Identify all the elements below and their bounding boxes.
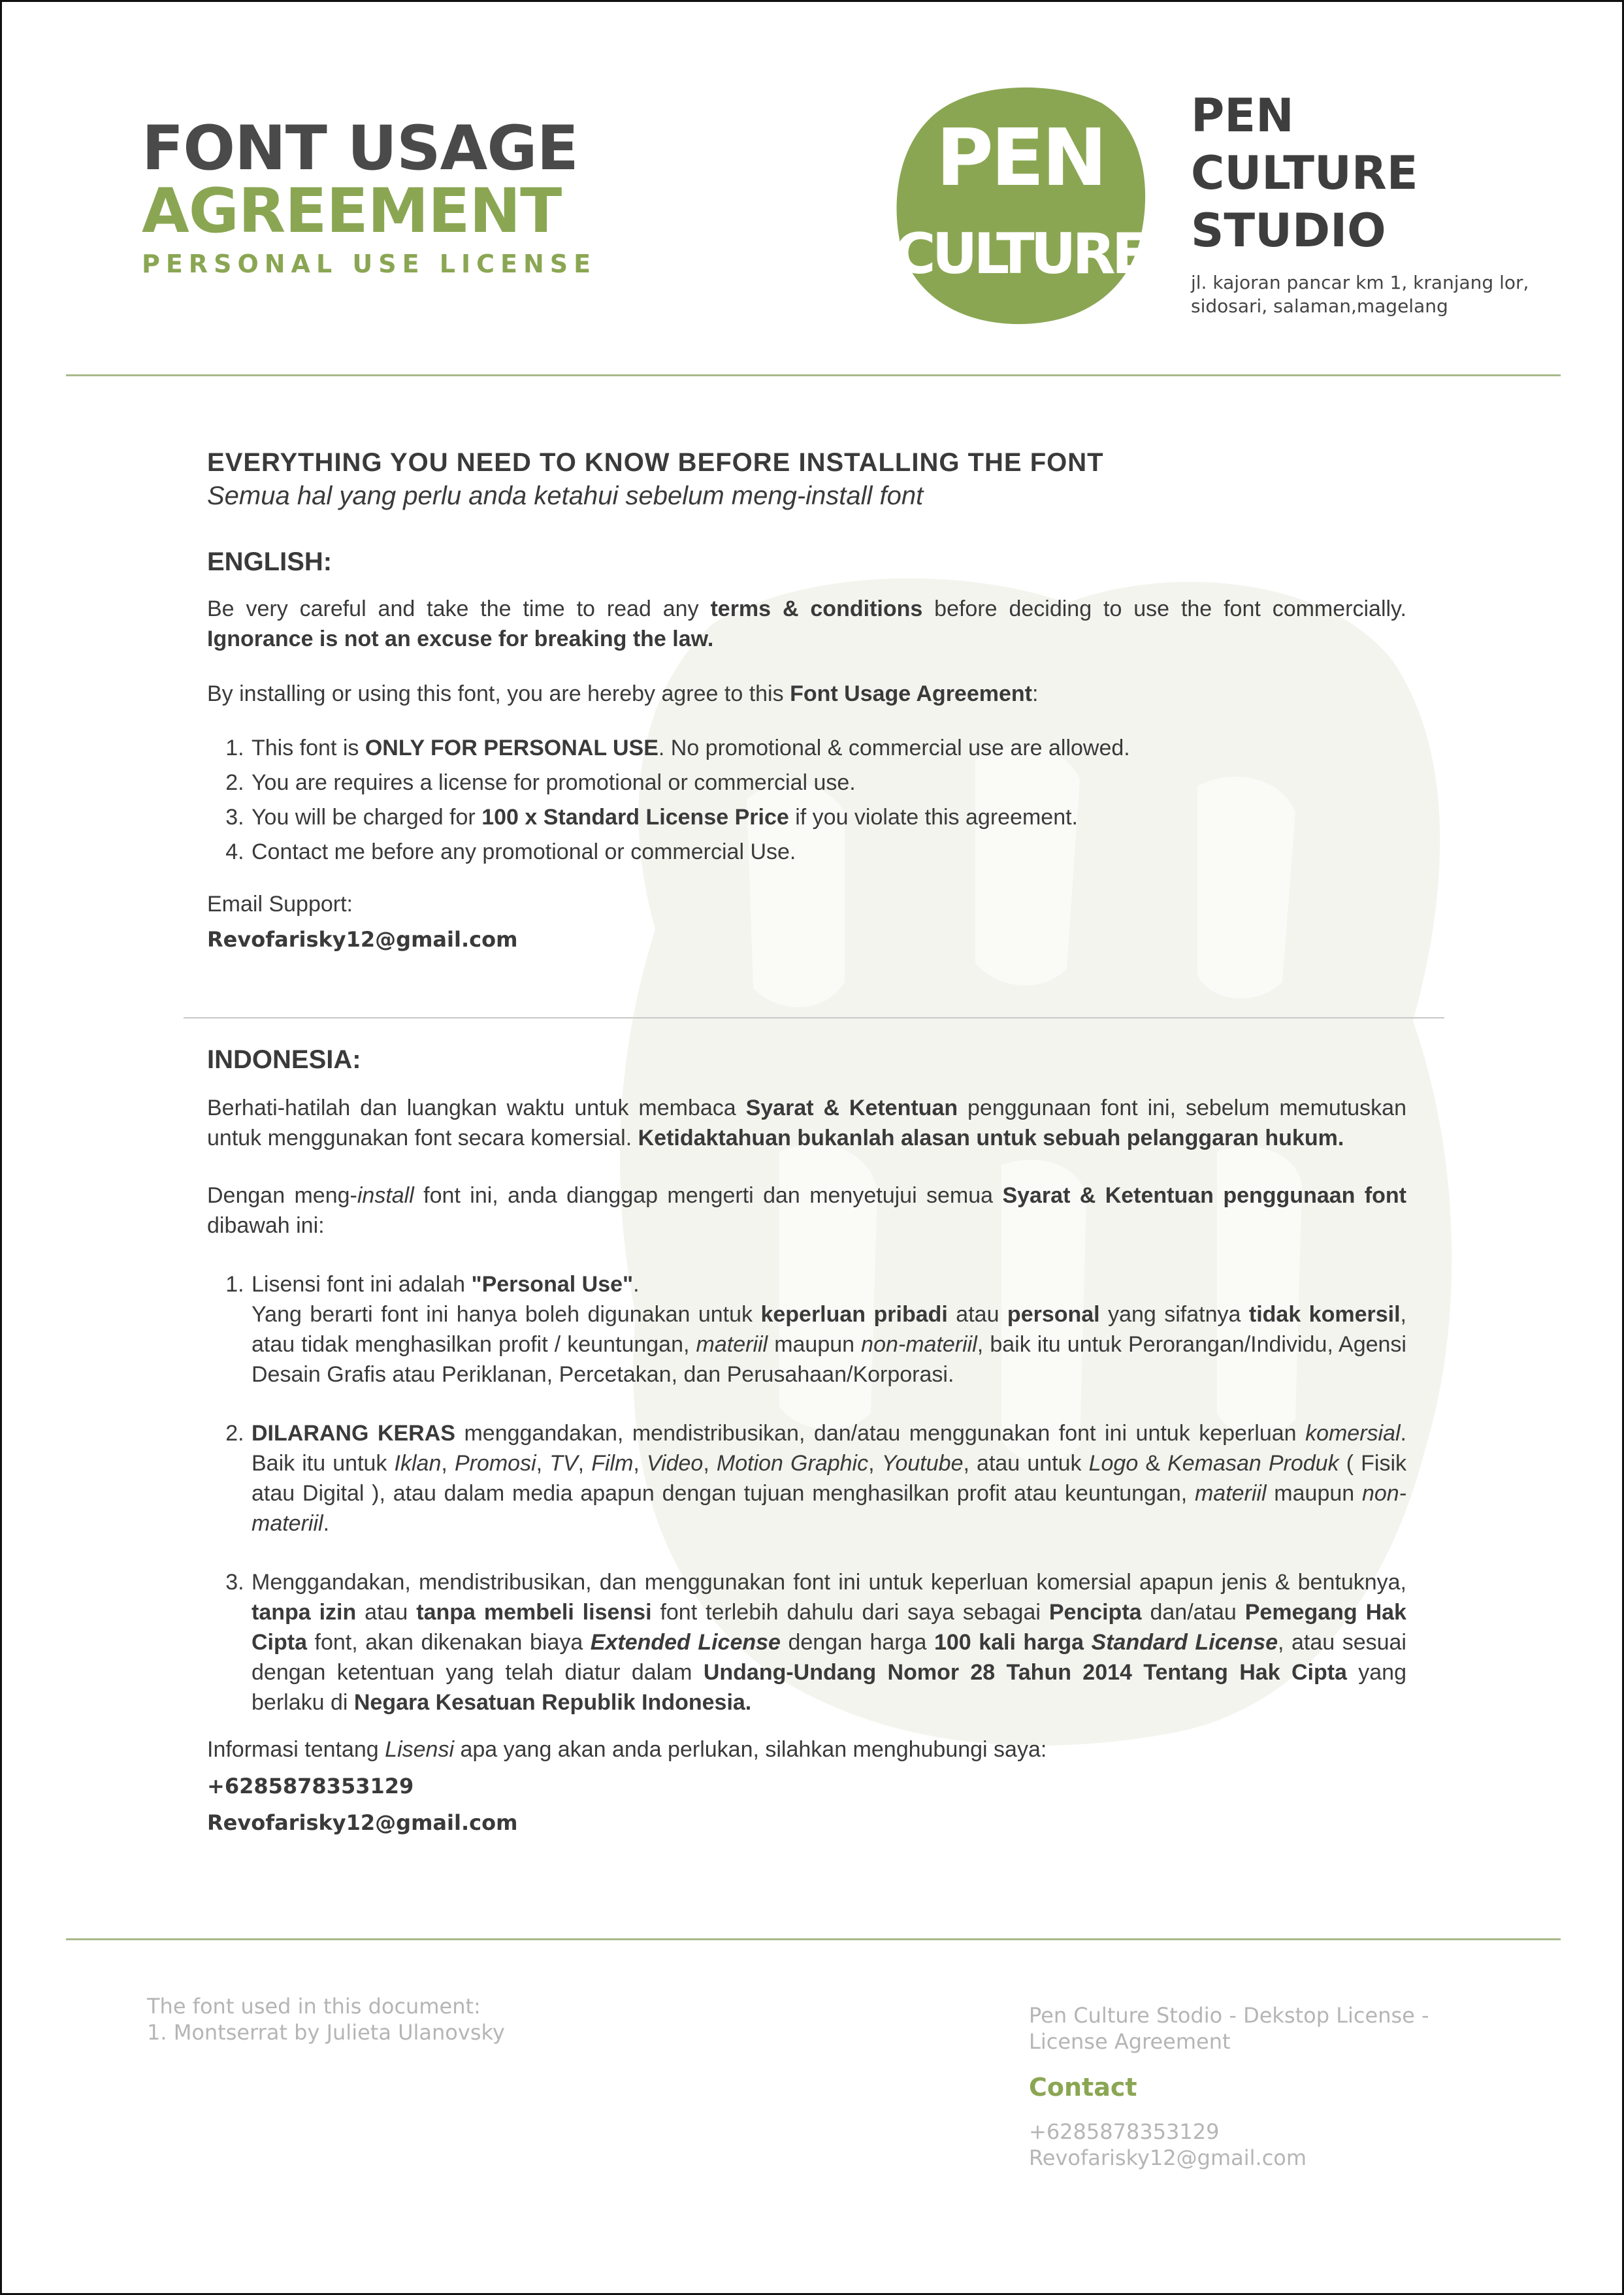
title-personal-use-license: PERSONAL USE LICENSE: [142, 250, 597, 278]
studio-name-line: STUDIO: [1191, 204, 1386, 257]
footer-email-link[interactable]: Revofarisky12@gmail.com: [1029, 2145, 1307, 2170]
title-agreement: AGREEMENT: [142, 176, 562, 247]
document-title: [142, 113, 599, 278]
address-line: jl. kajoran pancar km 1, kranjang lor,: [1191, 272, 1529, 293]
footer-font-note: [147, 1993, 505, 2045]
footer-phone[interactable]: +6285878353129: [1029, 2119, 1220, 2144]
list-item: 2. You are requires a license for promotional or commercial use.: [250, 766, 1406, 800]
studio-address: [1191, 271, 1557, 318]
header-divider: [66, 374, 1561, 376]
pen-culture-logo: [893, 77, 1148, 325]
footer-font-note-line: The font used in this document:: [147, 1994, 481, 2019]
footer-license-line: License Agreement: [1029, 2029, 1231, 2054]
list-item: 1. Lisensi font ini adalah "Personal Use". Yang berarti font ini hanya boleh digunakan untuk keperluan pribadi atau personal yang sifatnya tidak komersil, atau tidak menghasilkan profit / keuntungan, materiil maupun non-materiil, baik itu untuk Perorangan/Individu, Agensi Desain Grafis atau Periklanan, Percetakan, dan Perusahaan/Korporasi.: [250, 1269, 1406, 1390]
indonesia-email-link[interactable]: Revofarisky12@gmail.com: [207, 1810, 518, 1835]
indonesia-paragraph-1: Berhati-hatilah dan luangkan waktu untuk membaca Syarat & Ketentuan penggunaan font ini, sebelum memutuskan untuk menggunakan font secara komersial. Ketidaktahuan bukanlah alasan untuk sebuah pelanggaran hukum.: [207, 1096, 1406, 1150]
indonesia-phone[interactable]: +6285878353129: [207, 1774, 414, 1799]
indonesia-info: Informasi tentang Lisensi apa yang akan anda perlukan, silahkan menghubungi saya:: [207, 1737, 1047, 1762]
footer-divider: [66, 1938, 1561, 1940]
title-font-usage: FONT USAGE: [142, 113, 578, 184]
intro-heading: EVERYTHING YOU NEED TO KNOW BEFORE INSTALLING THE FONT: [207, 448, 1104, 477]
studio-name: [1191, 87, 1557, 259]
english-terms-list: [207, 731, 1406, 870]
indonesia-title: INDONESIA:: [207, 1045, 361, 1074]
logo-text-culture: CULTURE: [894, 221, 1146, 287]
email-support-link[interactable]: Revofarisky12@gmail.com: [207, 927, 518, 952]
list-item: 4. Contact me before any promotional or commercial Use.: [250, 835, 1406, 870]
footer-contact-title: Contact: [1029, 2073, 1137, 2102]
indonesia-paragraph-2: Dengan meng-install font ini, anda dianggap mengerti dan menyetujui semua Syarat & Ketentuan penggunaan font dibawah ini:: [207, 1183, 1406, 1238]
list-item: 3. You will be charged for 100 x Standard License Price if you violate this agreement.: [250, 800, 1406, 835]
intro-subheading: Semua hal yang perlu anda ketahui sebelum meng-install font: [207, 481, 924, 510]
footer-license-line: Pen Culture Stodio - Dekstop License -: [1029, 2003, 1429, 2028]
list-item: 3. Menggandakan, mendistribusikan, dan menggunakan font ini untuk keperluan komersial apapun jenis & bentuknya, tanpa izin atau tanpa membeli lisensi font terlebih dahulu dari saya sebagai Pencipta dan/atau Pemegang Hak Cipta font, akan dikenakan biaya Extended License dengan harga 100 kali harga Standard License, atau sesuai dengan ketentuan yang telah diatur dalam Undang-Undang Nomor 28 Tahun 2014 Tentang Hak Cipta yang berlaku di Negara Kesatuan Republik Indonesia.: [250, 1567, 1406, 1717]
section-divider: [184, 1017, 1444, 1018]
logo-text-pen: PEN: [935, 113, 1105, 204]
indonesia-section: [207, 1045, 1406, 1838]
list-item: 1. This font is ONLY FOR PERSONAL USE. No promotional & commercial use are allowed.: [250, 731, 1406, 766]
address-line: sidosari, salaman,magelang: [1191, 295, 1448, 317]
studio-name-line: CULTURE: [1191, 146, 1418, 200]
studio-name-line: PEN: [1191, 89, 1294, 142]
english-title: ENGLISH:: [207, 547, 333, 576]
english-paragraph-1: Be very careful and take the time to read any terms & conditions before deciding to use the font commercially. Ignorance is not an excuse for breaking the law.: [207, 596, 1406, 651]
english-section: [207, 448, 1406, 954]
footer-font-note-line: 1. Montserrat by Julieta Ulanovsky: [147, 2020, 505, 2045]
english-paragraph-2: By installing or using this font, you are hereby agree to this Font Usage Agreement:: [207, 681, 1039, 706]
email-support-label: Email Support:: [207, 892, 353, 917]
list-item: 2. DILARANG KERAS menggandakan, mendistribusikan, dan/atau menggunakan font ini untuk keperluan komersial. Baik itu untuk Iklan, Promosi, TV, Film, Video, Motion Graphic, Youtube, atau untuk Logo & Kemasan Produk ( Fisik atau Digital ), atau dalam media apapun dengan tujuan menghasilkan profit atau keuntungan, materiil maupun non-materiil.: [250, 1418, 1406, 1538]
footer-contact: [1029, 2002, 1486, 2171]
studio-info: [1191, 87, 1557, 318]
indonesia-terms-list: [207, 1269, 1406, 1717]
